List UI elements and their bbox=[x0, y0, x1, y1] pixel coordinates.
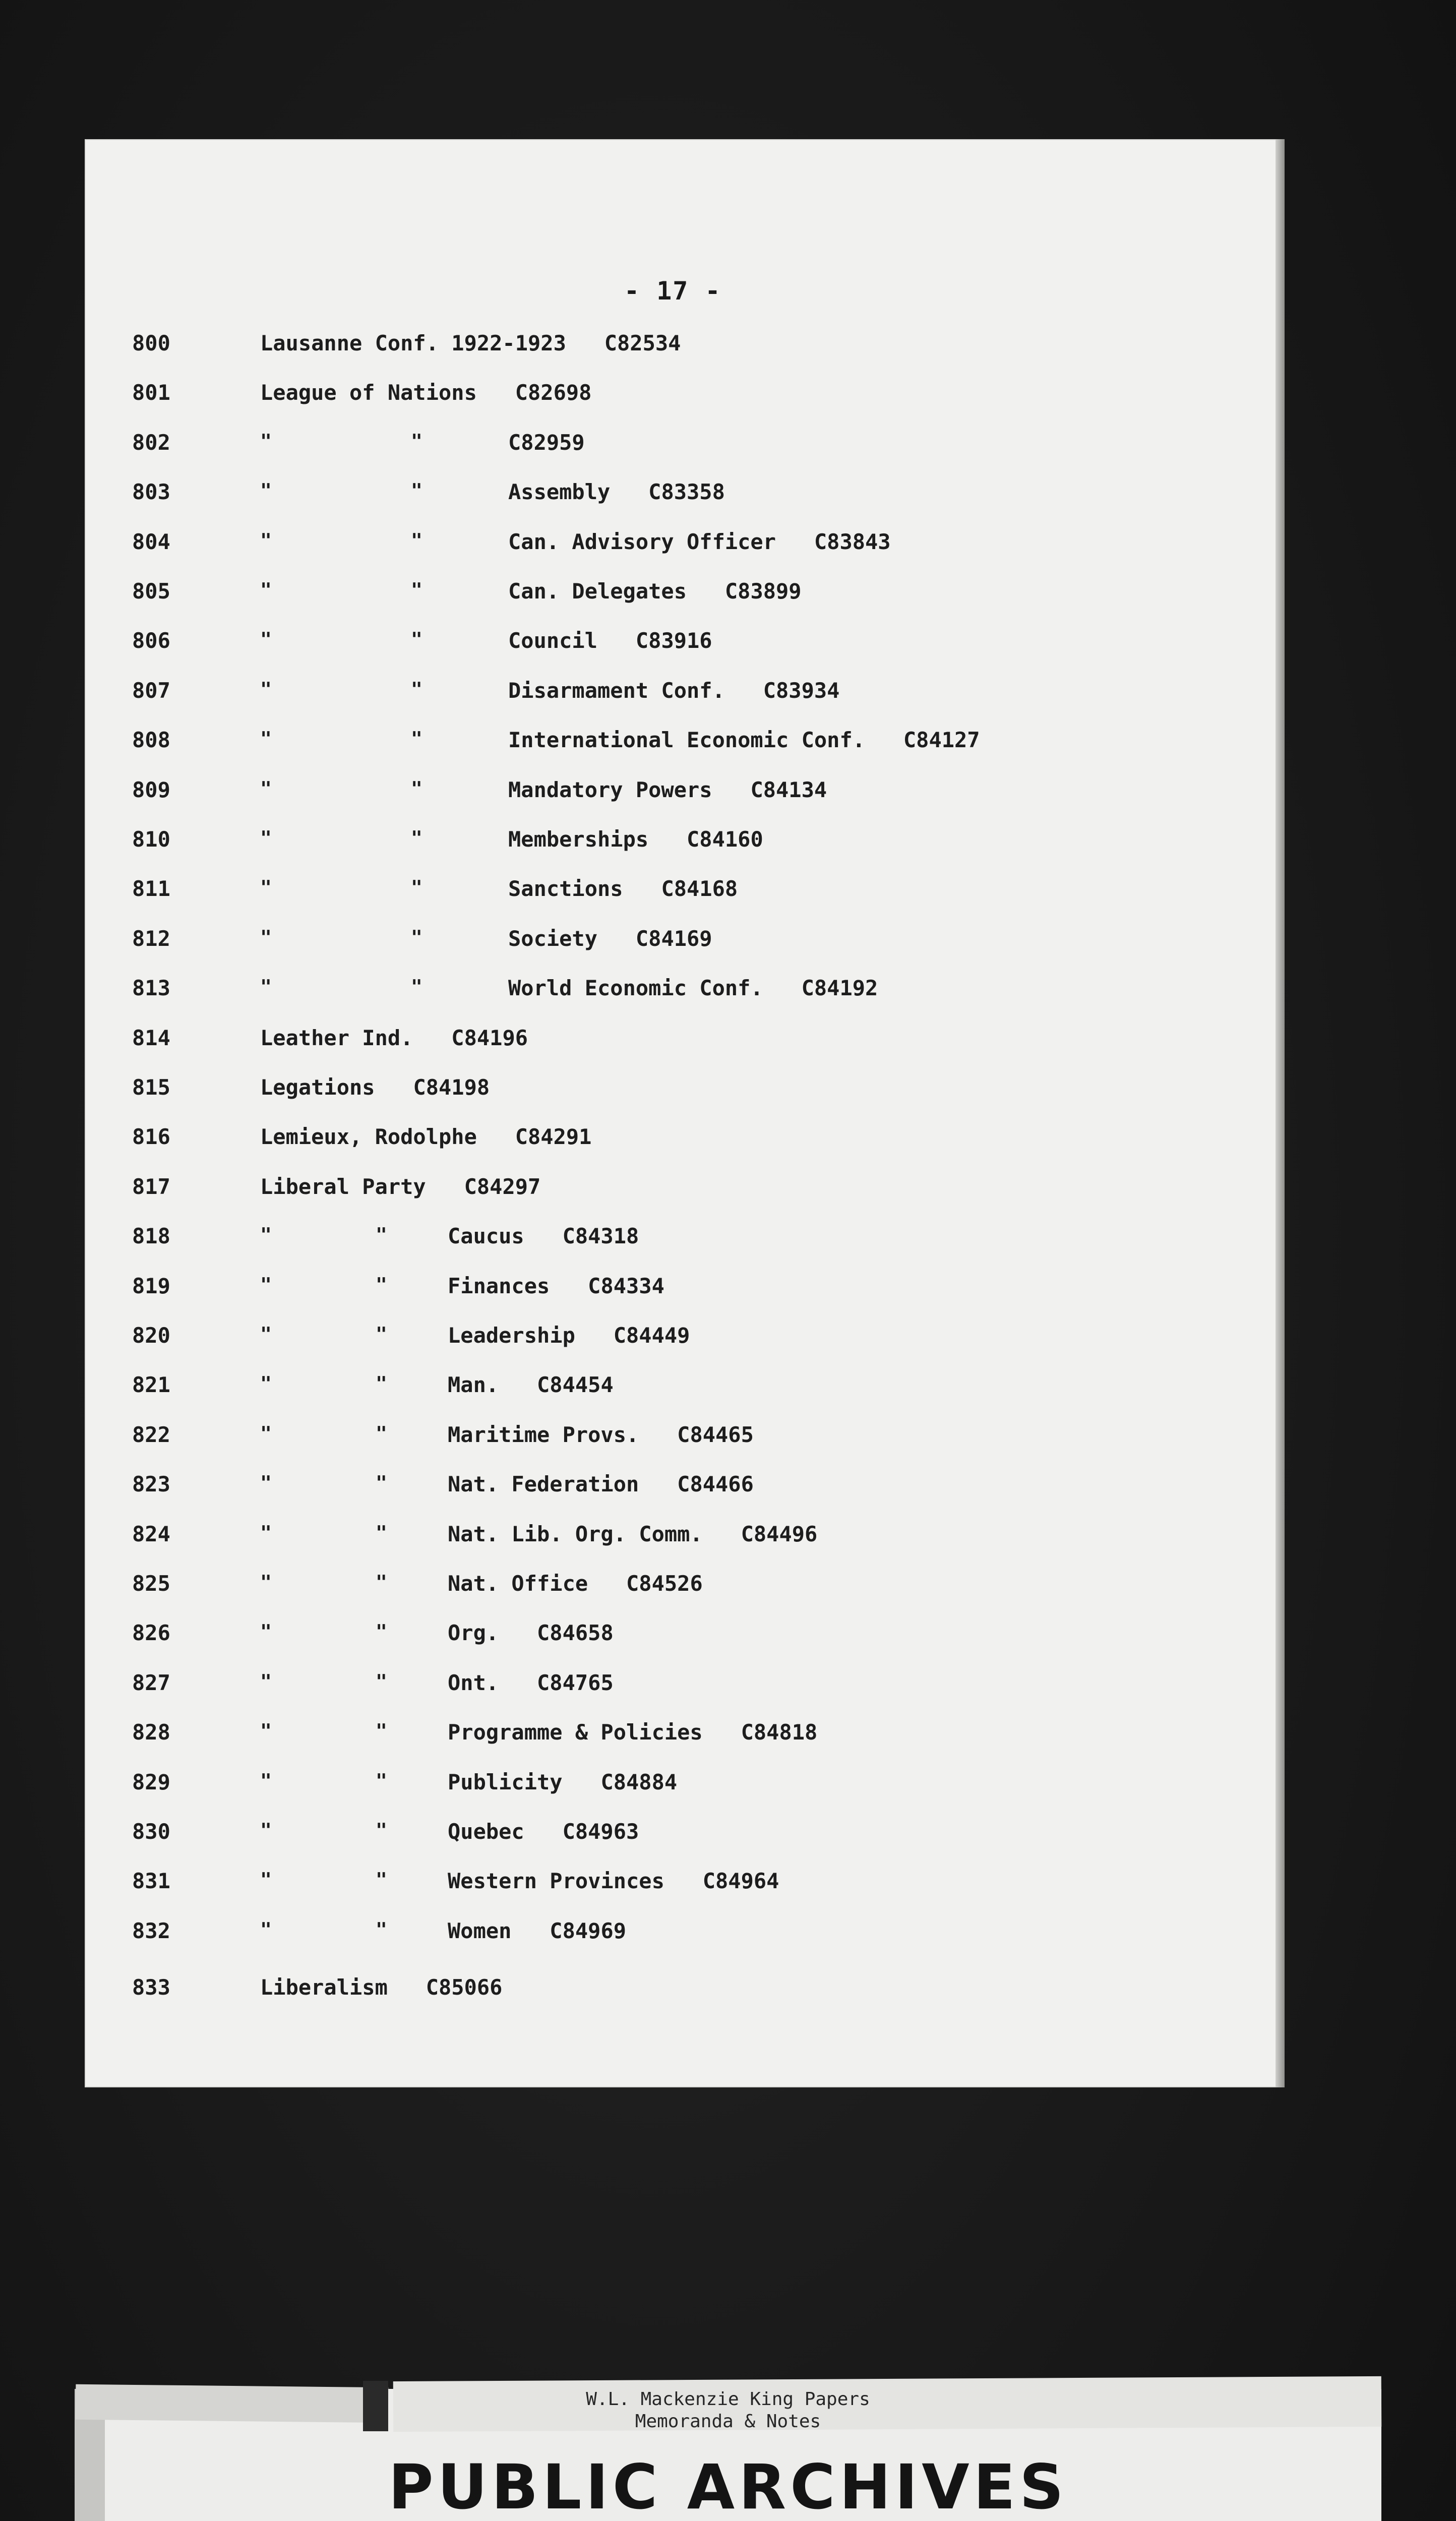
entry-number: 828 bbox=[132, 1720, 170, 1745]
subheading-text: International Economic Conf. bbox=[508, 728, 866, 752]
ditto-mark: " bbox=[260, 1372, 272, 1395]
reference-code: C84963 bbox=[562, 1819, 639, 1844]
subject-text: Lemieux, Rodolphe bbox=[260, 1124, 477, 1149]
list-item bbox=[0, 1075, 1456, 1110]
ditto-mark: " bbox=[260, 1819, 272, 1841]
entry-subheading bbox=[508, 827, 763, 852]
spacer bbox=[524, 1224, 563, 1248]
ditto-mark: " bbox=[260, 976, 272, 998]
subheading-text: Council bbox=[508, 628, 598, 653]
ditto-mark: " bbox=[411, 777, 422, 800]
entry-number: 810 bbox=[132, 827, 170, 852]
entry-number: 818 bbox=[132, 1224, 170, 1248]
reference-code: C85066 bbox=[426, 1975, 503, 2000]
entry-number: 822 bbox=[132, 1422, 170, 1447]
spacer bbox=[639, 1422, 677, 1447]
entry-number: 826 bbox=[132, 1620, 170, 1645]
list-item bbox=[0, 1869, 1456, 1904]
page-number: - 17 - bbox=[624, 276, 721, 306]
ditto-mark: " bbox=[260, 1422, 272, 1445]
entry-number: 821 bbox=[132, 1372, 170, 1397]
reference-code: C84334 bbox=[588, 1274, 664, 1298]
entry-subheading bbox=[448, 1571, 703, 1596]
list-item bbox=[0, 1174, 1456, 1210]
reference-code: C84198 bbox=[413, 1075, 490, 1100]
ditto-mark: " bbox=[260, 1670, 272, 1693]
spacer bbox=[776, 529, 814, 554]
entry-number: 812 bbox=[132, 926, 170, 951]
ditto-mark: " bbox=[376, 1670, 387, 1693]
entry-subheading bbox=[448, 1918, 626, 1943]
subheading-text: Mandatory Powers bbox=[508, 777, 712, 802]
entry-subheading bbox=[448, 1670, 614, 1695]
subheading-text: World Economic Conf. bbox=[508, 976, 763, 1000]
ditto-mark: " bbox=[376, 1472, 387, 1494]
entry-subheading bbox=[508, 529, 891, 554]
spacer bbox=[703, 1720, 741, 1745]
entry-subheading bbox=[448, 1224, 639, 1248]
subheading-text: Programme & Policies bbox=[448, 1720, 703, 1745]
ditto-mark: " bbox=[411, 728, 422, 750]
entry-number: 809 bbox=[132, 777, 170, 802]
reference-code: C84196 bbox=[451, 1026, 528, 1050]
spacer bbox=[763, 976, 802, 1000]
ditto-mark: " bbox=[260, 479, 272, 502]
reference-code: C84291 bbox=[515, 1124, 592, 1149]
series-note: Memoranda & Notes bbox=[635, 2411, 821, 2432]
entry-number: 803 bbox=[132, 479, 170, 504]
subheading-text: Assembly bbox=[508, 479, 611, 504]
ditto-mark: " bbox=[411, 876, 422, 898]
ditto-mark: " bbox=[260, 1224, 272, 1246]
entry-number: 815 bbox=[132, 1075, 170, 1100]
subheading-text: Leadership bbox=[448, 1323, 575, 1348]
entry-number: 805 bbox=[132, 579, 170, 604]
entry-subheading bbox=[508, 579, 802, 604]
reference-code: C84466 bbox=[677, 1472, 754, 1496]
spacer bbox=[623, 876, 661, 901]
list-item bbox=[0, 827, 1456, 862]
entry-subheading bbox=[508, 976, 878, 1000]
list-item bbox=[0, 1472, 1456, 1507]
reference-code: C84169 bbox=[635, 926, 712, 951]
spacer bbox=[865, 728, 903, 752]
list-item bbox=[0, 529, 1456, 565]
ditto-mark: " bbox=[411, 579, 422, 601]
ditto-mark: " bbox=[376, 1571, 387, 1593]
spacer bbox=[524, 1819, 563, 1844]
stamp-title-english: PUBLIC ARCHIVES bbox=[388, 2451, 1068, 2521]
entry-number: 800 bbox=[132, 331, 170, 355]
entry-subheading bbox=[448, 1720, 817, 1745]
subject-text: Liberal Party bbox=[260, 1174, 426, 1199]
subheading-text: Nat. Lib. Org. Comm. bbox=[448, 1522, 703, 1546]
list-item bbox=[0, 728, 1456, 763]
collection-note: W.L. Mackenzie King Papers bbox=[586, 2389, 870, 2410]
subheading-text: Quebec bbox=[448, 1819, 524, 1844]
reference-code: C84765 bbox=[537, 1670, 614, 1695]
list-item bbox=[0, 1918, 1456, 1954]
list-item bbox=[0, 479, 1456, 515]
spacer bbox=[388, 1975, 426, 2000]
ditto-mark: " bbox=[260, 827, 272, 849]
entry-subheading bbox=[448, 1422, 754, 1447]
list-item bbox=[0, 1026, 1456, 1061]
subheading-text: Can. Advisory Officer bbox=[508, 529, 776, 554]
spacer bbox=[648, 827, 687, 852]
ditto-mark: " bbox=[260, 1472, 272, 1494]
ditto-mark: " bbox=[411, 678, 422, 700]
ditto-mark: " bbox=[376, 1323, 387, 1345]
subheading-text: Memberships bbox=[508, 827, 649, 852]
entry-number: 824 bbox=[132, 1522, 170, 1546]
ditto-mark: " bbox=[376, 1918, 387, 1941]
ditto-mark: " bbox=[411, 430, 422, 452]
subheading-text: Western Provinces bbox=[448, 1869, 664, 1893]
ditto-mark: " bbox=[376, 1620, 387, 1643]
entry-subheading bbox=[448, 1819, 639, 1844]
list-item bbox=[0, 777, 1456, 813]
reference-code: C84318 bbox=[562, 1224, 639, 1248]
subject-text: League of Nations bbox=[260, 380, 477, 405]
entry-number: 830 bbox=[132, 1819, 170, 1844]
ditto-mark: " bbox=[260, 1620, 272, 1643]
subheading-text: Ont. bbox=[448, 1670, 499, 1695]
subject-text: Liberalism bbox=[260, 1975, 388, 2000]
entry-subheading bbox=[508, 678, 839, 703]
entry-subject bbox=[260, 1026, 528, 1050]
entry-subheading bbox=[508, 628, 712, 653]
subheading-text: Publicity bbox=[448, 1770, 563, 1794]
entry-subject bbox=[260, 331, 681, 355]
reference-code: C84465 bbox=[677, 1422, 754, 1447]
subheading-text: Org. bbox=[448, 1620, 499, 1645]
spacer bbox=[477, 380, 515, 405]
ditto-mark: " bbox=[260, 926, 272, 948]
ditto-mark: " bbox=[411, 479, 422, 502]
entry-number: 820 bbox=[132, 1323, 170, 1348]
spacer bbox=[426, 1174, 464, 1199]
subheading-text: Nat. Office bbox=[448, 1571, 588, 1596]
entry-subject bbox=[260, 1975, 502, 2000]
list-item bbox=[0, 1372, 1456, 1408]
list-item bbox=[0, 380, 1456, 415]
ditto-mark: " bbox=[376, 1819, 387, 1841]
ditto-mark: " bbox=[411, 976, 422, 998]
reference-code: C83916 bbox=[635, 628, 712, 653]
list-item bbox=[0, 976, 1456, 1011]
list-item bbox=[0, 1124, 1456, 1160]
ditto-mark: " bbox=[260, 678, 272, 700]
ditto-mark: " bbox=[260, 728, 272, 750]
spacer bbox=[375, 1075, 413, 1100]
subheading-text: Sanctions bbox=[508, 876, 623, 901]
entry-number: 817 bbox=[132, 1174, 170, 1199]
subheading-text: Women bbox=[448, 1918, 512, 1943]
ditto-mark: " bbox=[376, 1372, 387, 1395]
entry-subheading bbox=[508, 728, 980, 752]
ditto-mark: " bbox=[411, 926, 422, 948]
ditto-mark: " bbox=[260, 1869, 272, 1891]
reference-code: C84658 bbox=[537, 1620, 614, 1645]
ditto-mark: " bbox=[260, 579, 272, 601]
entry-number: 811 bbox=[132, 876, 170, 901]
list-item bbox=[0, 1720, 1456, 1755]
list-item bbox=[0, 1670, 1456, 1706]
entry-number: 801 bbox=[132, 380, 170, 405]
entry-subheading bbox=[448, 1323, 690, 1348]
spacer bbox=[703, 1522, 741, 1546]
list-item bbox=[0, 1571, 1456, 1606]
subheading-text: Man. bbox=[448, 1372, 499, 1397]
subheading-text: Society bbox=[508, 926, 598, 951]
ditto-mark: " bbox=[376, 1422, 387, 1445]
entry-number: 814 bbox=[132, 1026, 170, 1050]
entry-subheading bbox=[508, 876, 738, 901]
list-item bbox=[0, 1323, 1456, 1358]
reference-code: C83934 bbox=[763, 678, 840, 703]
ditto-mark: " bbox=[260, 1323, 272, 1345]
entry-number: 823 bbox=[132, 1472, 170, 1496]
list-item bbox=[0, 876, 1456, 912]
spacer bbox=[499, 1372, 537, 1397]
list-item bbox=[0, 579, 1456, 614]
list-item bbox=[0, 1620, 1456, 1656]
ditto-mark: " bbox=[260, 876, 272, 898]
ditto-mark: " bbox=[411, 827, 422, 849]
entry-subheading bbox=[448, 1869, 779, 1893]
subheading-text: Nat. Federation bbox=[448, 1472, 639, 1496]
reference-code: C84454 bbox=[537, 1372, 614, 1397]
entry-subheading bbox=[448, 1372, 614, 1397]
reference-code: C84297 bbox=[464, 1174, 541, 1199]
entry-subheading bbox=[448, 1522, 817, 1546]
entry-number: 827 bbox=[132, 1670, 170, 1695]
subheading-text: Disarmament Conf. bbox=[508, 678, 725, 703]
reference-code: C82959 bbox=[508, 430, 585, 455]
entry-subject bbox=[260, 1174, 540, 1199]
spacer bbox=[477, 1124, 515, 1149]
ditto-mark: " bbox=[260, 777, 272, 800]
ditto-mark: " bbox=[260, 1918, 272, 1941]
ditto-mark: " bbox=[376, 1720, 387, 1742]
reference-code: C83358 bbox=[648, 479, 725, 504]
ditto-mark: " bbox=[260, 1274, 272, 1296]
reference-code: C84449 bbox=[613, 1323, 690, 1348]
reference-code: C84168 bbox=[661, 876, 738, 901]
list-item bbox=[0, 1274, 1456, 1309]
spacer bbox=[566, 331, 604, 355]
list-item bbox=[0, 1819, 1456, 1854]
subheading-text: Maritime Provs. bbox=[448, 1422, 639, 1447]
entry-number: 808 bbox=[132, 728, 170, 752]
entry-subheading bbox=[508, 926, 712, 951]
list-item bbox=[0, 430, 1456, 465]
list-item bbox=[0, 1975, 1456, 2010]
ditto-mark: " bbox=[376, 1770, 387, 1792]
subject-text: Lausanne Conf. 1922-1923 bbox=[260, 331, 566, 355]
entry-subheading bbox=[448, 1770, 677, 1794]
reference-code: C84127 bbox=[903, 728, 980, 752]
entry-number: 806 bbox=[132, 628, 170, 653]
spacer bbox=[712, 777, 751, 802]
ditto-mark: " bbox=[260, 430, 272, 452]
subheading-text: Finances bbox=[448, 1274, 550, 1298]
ditto-mark: " bbox=[376, 1869, 387, 1891]
entry-number: 832 bbox=[132, 1918, 170, 1943]
entry-number: 819 bbox=[132, 1274, 170, 1298]
subheading-text: Caucus bbox=[448, 1224, 524, 1248]
entry-subheading bbox=[508, 479, 725, 504]
list-item bbox=[0, 1770, 1456, 1805]
reference-code: C84192 bbox=[801, 976, 878, 1000]
ditto-mark: " bbox=[260, 1522, 272, 1544]
ditto-mark: " bbox=[260, 1770, 272, 1792]
spacer bbox=[597, 926, 636, 951]
spacer bbox=[575, 1323, 614, 1348]
subheading-text: Can. Delegates bbox=[508, 579, 687, 604]
ditto-mark: " bbox=[376, 1522, 387, 1544]
spacer bbox=[725, 678, 763, 703]
spacer bbox=[610, 479, 648, 504]
ditto-mark: " bbox=[260, 1720, 272, 1742]
spacer bbox=[597, 628, 636, 653]
subject-text: Leather Ind. bbox=[260, 1026, 413, 1050]
entry-subheading bbox=[448, 1274, 664, 1298]
list-item bbox=[0, 1422, 1456, 1458]
reference-code: C84969 bbox=[550, 1918, 627, 1943]
spacer bbox=[687, 579, 725, 604]
entry-subheading bbox=[508, 430, 585, 455]
ditto-mark: " bbox=[260, 529, 272, 552]
list-item bbox=[0, 331, 1456, 366]
entry-number: 802 bbox=[132, 430, 170, 455]
reference-code: C84496 bbox=[741, 1522, 818, 1546]
list-item bbox=[0, 628, 1456, 664]
list-item bbox=[0, 1224, 1456, 1259]
entry-subject bbox=[260, 1075, 490, 1100]
entry-number: 829 bbox=[132, 1770, 170, 1794]
entry-number: 816 bbox=[132, 1124, 170, 1149]
entry-number: 825 bbox=[132, 1571, 170, 1596]
spacer bbox=[639, 1472, 677, 1496]
entry-subject bbox=[260, 1124, 591, 1149]
reference-code: C84818 bbox=[741, 1720, 818, 1745]
ditto-mark: " bbox=[260, 1571, 272, 1593]
ditto-mark: " bbox=[260, 628, 272, 650]
reference-code: C82534 bbox=[604, 331, 681, 355]
list-item bbox=[0, 926, 1456, 962]
reference-code: C84160 bbox=[687, 827, 763, 852]
spacer bbox=[588, 1571, 626, 1596]
entry-number: 831 bbox=[132, 1869, 170, 1893]
list-item bbox=[0, 1522, 1456, 1557]
entry-number: 807 bbox=[132, 678, 170, 703]
ditto-mark: " bbox=[411, 628, 422, 650]
reference-code: C84884 bbox=[600, 1770, 678, 1794]
spacer bbox=[563, 1770, 601, 1794]
entry-subheading bbox=[448, 1620, 614, 1645]
subject-text: Legations bbox=[260, 1075, 375, 1100]
spacer bbox=[550, 1274, 588, 1298]
ditto-mark: " bbox=[411, 529, 422, 552]
reference-code: C83843 bbox=[814, 529, 891, 554]
spacer bbox=[413, 1026, 451, 1050]
spacer bbox=[499, 1620, 537, 1645]
entry-subject bbox=[260, 380, 591, 405]
reference-code: C84134 bbox=[750, 777, 827, 802]
entry-number: 804 bbox=[132, 529, 170, 554]
spacer bbox=[664, 1869, 703, 1893]
reference-code: C82698 bbox=[515, 380, 592, 405]
reference-code: C83899 bbox=[724, 579, 802, 604]
list-item bbox=[0, 678, 1456, 713]
spacer bbox=[511, 1918, 550, 1943]
ditto-mark: " bbox=[376, 1224, 387, 1246]
reference-code: C84526 bbox=[626, 1571, 703, 1596]
entry-subheading bbox=[448, 1472, 754, 1496]
spacer bbox=[499, 1670, 537, 1695]
entry-subheading bbox=[508, 777, 827, 802]
entry-number: 833 bbox=[132, 1975, 170, 2000]
entry-number: 813 bbox=[132, 976, 170, 1000]
ditto-mark: " bbox=[376, 1274, 387, 1296]
reference-code: C84964 bbox=[702, 1869, 779, 1893]
